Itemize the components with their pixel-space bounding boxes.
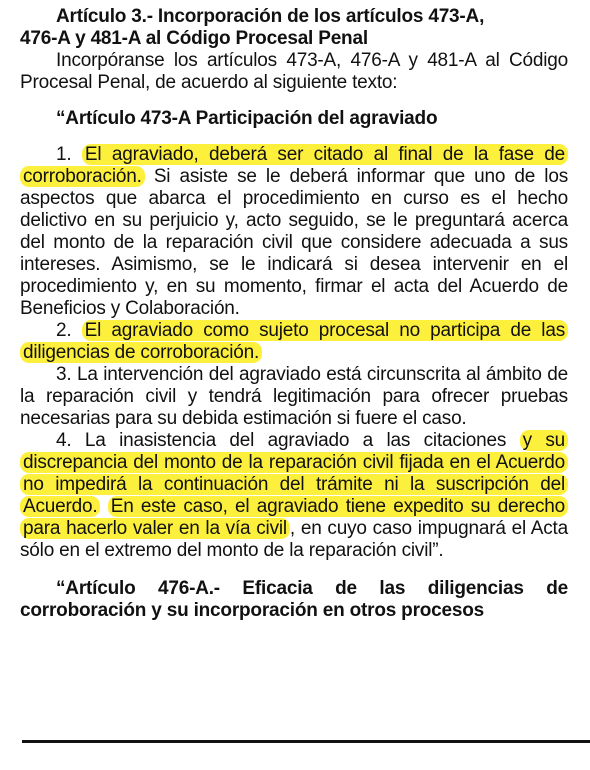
paragraph-2-number: 2. bbox=[56, 320, 72, 341]
article-3-title-line2: 476-A y 481-A al Código Procesal Penal bbox=[20, 28, 368, 49]
document-text bbox=[20, 6, 568, 622]
article-476a-heading: “Artículo 476-A.- Eficacia de las diligencias de corroboración y su incorporación en otros procesos bbox=[20, 578, 568, 621]
paragraph-4-start: 4. La inasistencia del agraviado a las citaciones bbox=[56, 430, 507, 451]
highlight-paragraph-2: El agraviado como sujeto procesal no participa de las diligencias de corroboración. bbox=[20, 320, 568, 363]
article-473a-paragraph-1 bbox=[20, 144, 568, 320]
article-473a-heading: “Artículo 473-A Participación del agraviado bbox=[56, 108, 438, 129]
article-473a-paragraph-3: 3. La intervención del agraviado está circunscrita al ámbito de la reparación civil y tendrá legitimación para ofrecer pruebas necesarias para su debida estimación si fuere el caso. bbox=[20, 364, 568, 429]
highlight-paragraph-1: El agraviado, deberá ser citado al final de la fase de corroboración. bbox=[20, 144, 568, 187]
article-3-title-line1: Artículo 3.- Incorporación de los artículos 473-A, bbox=[56, 6, 485, 27]
highlight-paragraph-4a: y su discrepancia del monto de la reparación civil fijada en el Acuerdo no impedirá la continuación del trámite ni la suscripción del Acuerdo. bbox=[20, 430, 568, 517]
article-3-body: Incorpóranse los artículos 473-A, 476-A y 481-A al Código Procesal Penal, de acuerdo al siguiente texto: bbox=[20, 50, 568, 93]
article-3-title bbox=[20, 6, 568, 50]
highlight-paragraph-4b: En este caso, el agraviado tiene expedito su derecho para hacerlo valer en la vía civil bbox=[20, 496, 568, 539]
article-473a-paragraph-2 bbox=[20, 320, 568, 364]
paragraph-1-text: Si asiste se le deberá informar que uno de los aspectos que abarca el procedimiento en curso es el hecho delictivo en su perjuicio y, acto seguido, se le preguntará acerca del monto de la reparación civil que considere adecuada a sus intereses. Asimismo, se le indicará si desea intervenir en el procedimiento y, en su momento, firmar el acta del Acuerdo de Beneficios y Colaboración. bbox=[20, 166, 568, 319]
paragraph-4-end: , en cuyo caso impugnará el Acta sólo en el extremo del monto de la reparación civil”. bbox=[20, 518, 568, 561]
paragraph-1-number: 1. bbox=[56, 144, 72, 165]
section-divider bbox=[22, 740, 590, 743]
article-473a-paragraph-4 bbox=[20, 430, 568, 562]
